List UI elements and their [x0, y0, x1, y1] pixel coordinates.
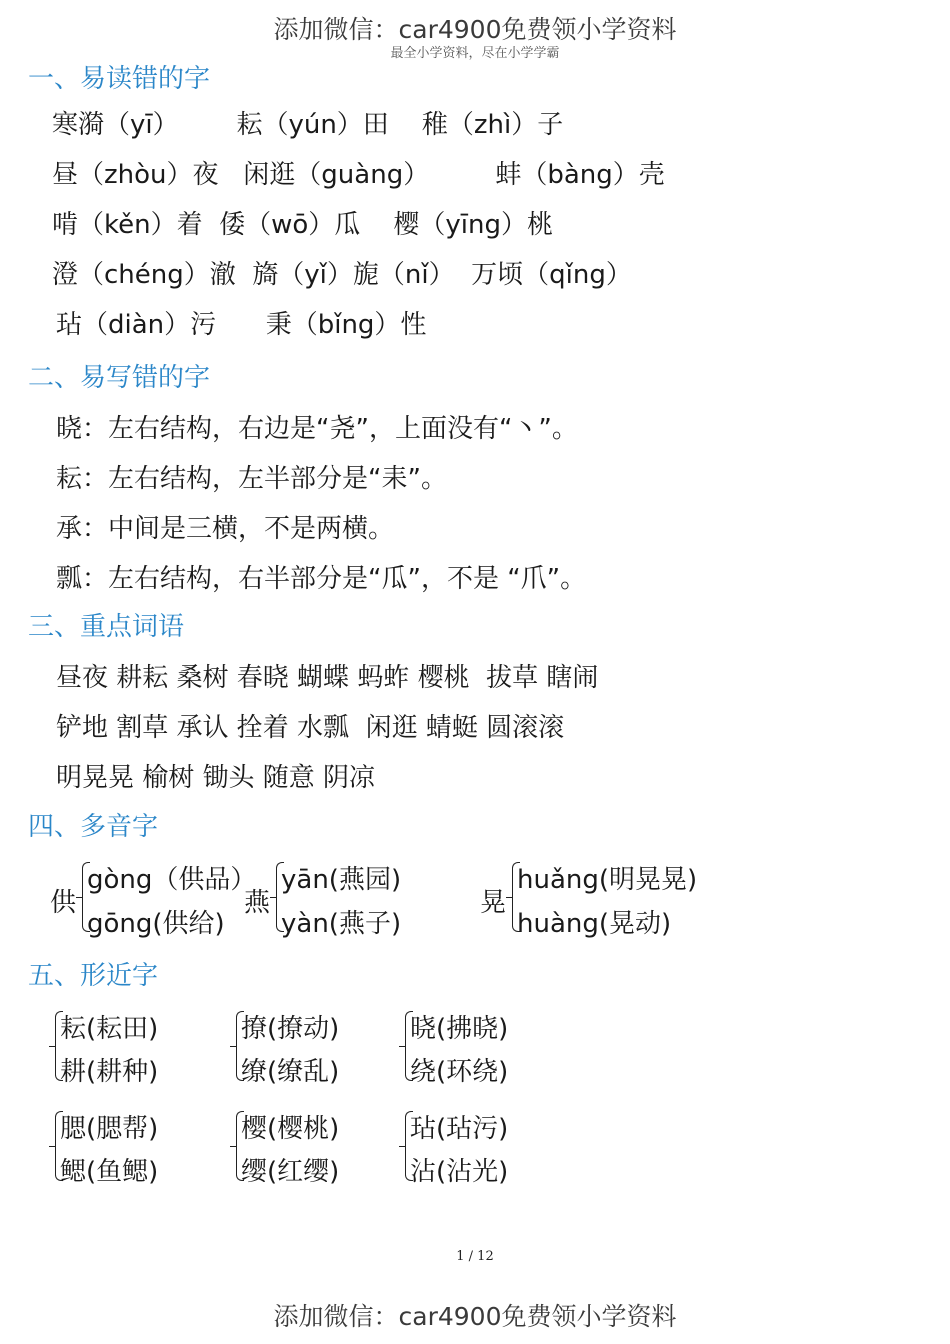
reading-b: yàn(燕子) — [281, 909, 402, 939]
section-title-2: 二、易写错的字 — [28, 363, 211, 393]
text-line: 瓢：左右结构，右半部分是“瓜”，不是 “爪”。 — [56, 564, 587, 594]
similar-char-a: 晓(拂晓) — [410, 1014, 509, 1044]
watermark-top: 添加微信：car4900免费领小学资料 — [273, 15, 677, 44]
similar-char-b: 鳃(鱼鳃) — [60, 1157, 159, 1187]
reading-a: huǎng(明晃晃) — [517, 865, 698, 895]
similar-char-b: 沾(沾光) — [410, 1157, 509, 1187]
text-line: 昼（zhòu）夜 闲逛（guàng） 蚌（bàng）壳 — [52, 160, 665, 190]
text-line: 明晃晃 榆树 锄头 随意 阴凉 — [56, 763, 376, 793]
section-title-3: 三、重点词语 — [28, 612, 185, 642]
similar-char-b: 绕(环绕) — [410, 1057, 509, 1087]
section-title-4: 四、多音字 — [28, 812, 159, 842]
similar-char-b: 缨(红缨) — [241, 1157, 340, 1187]
similar-char-b: 缭(缭乱) — [241, 1057, 340, 1087]
page-number: 1 / 12 — [456, 1249, 494, 1264]
reading-a: gòng（供品） — [87, 865, 257, 895]
reading-b: huàng(晃动) — [517, 909, 672, 939]
similar-char-a: 耘(耘田) — [60, 1014, 159, 1044]
section-title-5: 五、形近字 — [28, 961, 159, 991]
text-line: 玷（diàn）污 秉（bǐng）性 — [56, 310, 427, 340]
similar-char-a: 玷(玷污) — [410, 1114, 509, 1144]
polyphone-char: 晃 — [480, 888, 507, 918]
text-line: 耘：左右结构，左半部分是“耒”。 — [56, 464, 447, 494]
similar-char-a: 腮(腮帮) — [60, 1114, 159, 1144]
text-line: 啃（kěn）着 倭（wō）瓜 樱（yīng）桃 — [52, 210, 553, 240]
page-subtitle: 最全小学资料，尽在小学学霸 — [390, 46, 560, 61]
section-title-1: 一、易读错的字 — [28, 64, 211, 94]
reading-b: gōng(供给) — [87, 909, 225, 939]
text-line: 寒漪（yī） 耘（yún）田 稚（zhì）子 — [52, 110, 564, 140]
reading-a: yān(燕园) — [281, 865, 402, 895]
text-line: 铲地 割草 承认 拴着 水瓢 闲逛 蜻蜓 圆滚滚 — [56, 713, 565, 743]
similar-char-a: 撩(撩动) — [241, 1014, 340, 1044]
polyphone-char: 燕 — [244, 888, 271, 918]
watermark-bottom: 添加微信：car4900免费领小学资料 — [273, 1302, 677, 1331]
similar-char-a: 樱(樱桃) — [241, 1114, 340, 1144]
text-line: 澄（chéng）澈 旖（yǐ）旎（nǐ） 万顷（qǐng） — [52, 260, 632, 290]
polyphone-char: 供 — [50, 888, 77, 918]
text-line: 承：中间是三横，不是两横。 — [56, 514, 395, 544]
text-line: 晓：左右结构，右边是“尧”，上面没有“丶”。 — [56, 414, 578, 444]
similar-char-b: 耕(耕种) — [60, 1057, 159, 1087]
text-line: 昼夜 耕耘 桑树 春晓 蝴蝶 蚂蚱 樱桃 拔草 瞎闹 — [56, 663, 599, 693]
